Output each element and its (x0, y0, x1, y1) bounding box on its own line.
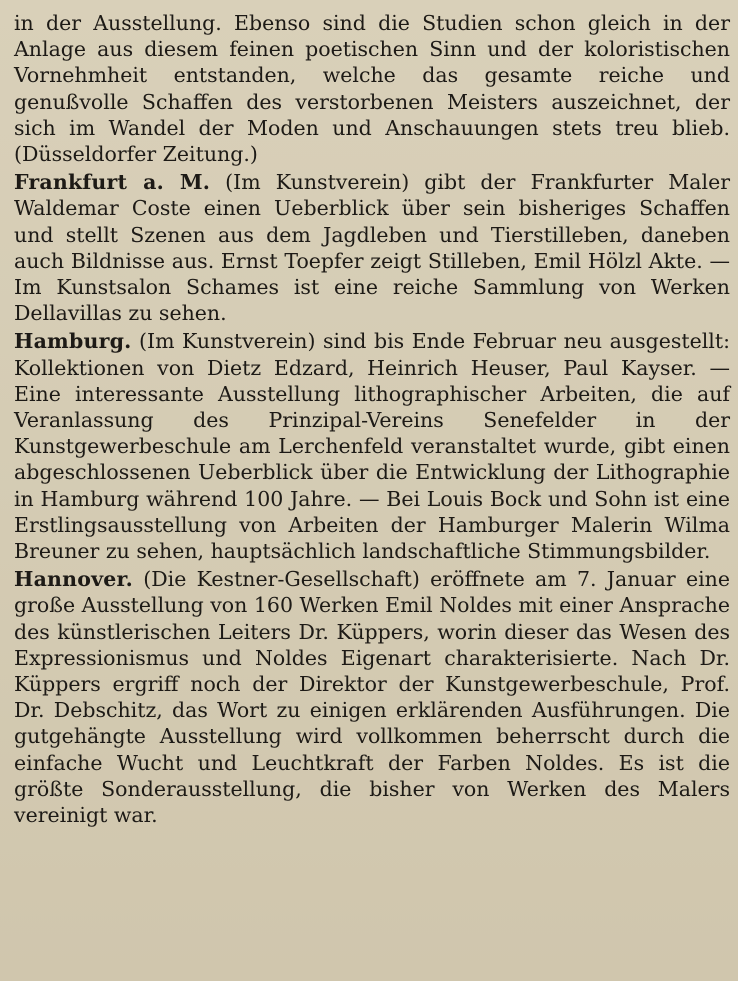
paragraph-frankfurt (14, 169, 730, 326)
paragraph-text: (Im Kunstverein) sind bis Ende Februar neu ausgestellt: Kollektionen von Dietz Edzard, Heinrich Heuser, Paul Kayser. — Eine interessante Ausstellung lithographischer Arbeiten, die auf Veranlassung des Prinzipal-Vereins Senefelder in der Kunstgewerbeschule am Lerchenfeld veranstaltet wurde, gibt einen abgeschlossenen Ueberblick über die Entwicklung der Lithographie in Hamburg während 100 Jahre. — Bei Louis Bock und Sohn ist eine Erstlingsausstellung von Arbeiten der Hamburger Malerin Wilma Breuner zu sehen, hauptsächlich landschaftliche Stimmungsbilder. (14, 329, 730, 564)
paragraph-hannover (14, 566, 730, 828)
city-heading-hamburg: Hamburg. (14, 329, 132, 354)
city-heading-hannover: Hannover. (14, 567, 133, 592)
paragraph-text: (Im Kunstverein) gibt der Frankfurter Maler Waldemar Coste einen Ueberblick über sein bisheriges Schaffen und stellt Szenen aus dem Jagdleben und Tierstilleben, daneben auch Bildnisse aus. Ernst Toepfer zeigt Stilleben, Emil Hölzl Akte. — Im Kunstsalon Schames ist eine reiche Sammlung von Werken Dellavillas zu sehen. (14, 170, 730, 326)
city-heading-frankfurt: Frankfurt a. M. (14, 170, 211, 195)
page-crop-edge (0, 971, 738, 981)
paragraph-text: in der Ausstellung. Ebenso sind die Studien schon gleich in der Anlage aus diesem feinen poetischen Sinn und der koloristischen Vornehmheit entstanden, welche das gesamte reiche und genußvolle Schaffen des verstorbenen Meisters auszeichnet, der sich im Wandel der Moden und Anschauungen stets treu blieb. (Düsseldorfer Zeitung.) (14, 11, 730, 167)
article-column (14, 10, 730, 828)
paragraph-hamburg (14, 328, 730, 564)
paragraph-duesseldorf (14, 10, 730, 167)
paragraph-text: (Die Kestner-Gesellschaft) eröffnete am 7. Januar eine große Ausstellung von 160 Werken Emil Noldes mit einer Ansprache des künstlerischen Leiters Dr. Küppers, worin dieser das Wesen des Expressionismus und Noldes Eigenart charakterisierte. Nach Dr. Küppers ergriff noch der Direktor der Kunstgewerbeschule, Prof. Dr. Debschitz, das Wort zu einigen erklärenden Ausführungen. Die gutgehängte Ausstellung wird vollkommen beherrscht durch die einfache Wucht und Leuchtkraft der Farben Noldes. Es ist die größte Sonderausstellung, die bisher von Werken des Malers vereinigt war. (14, 567, 730, 828)
